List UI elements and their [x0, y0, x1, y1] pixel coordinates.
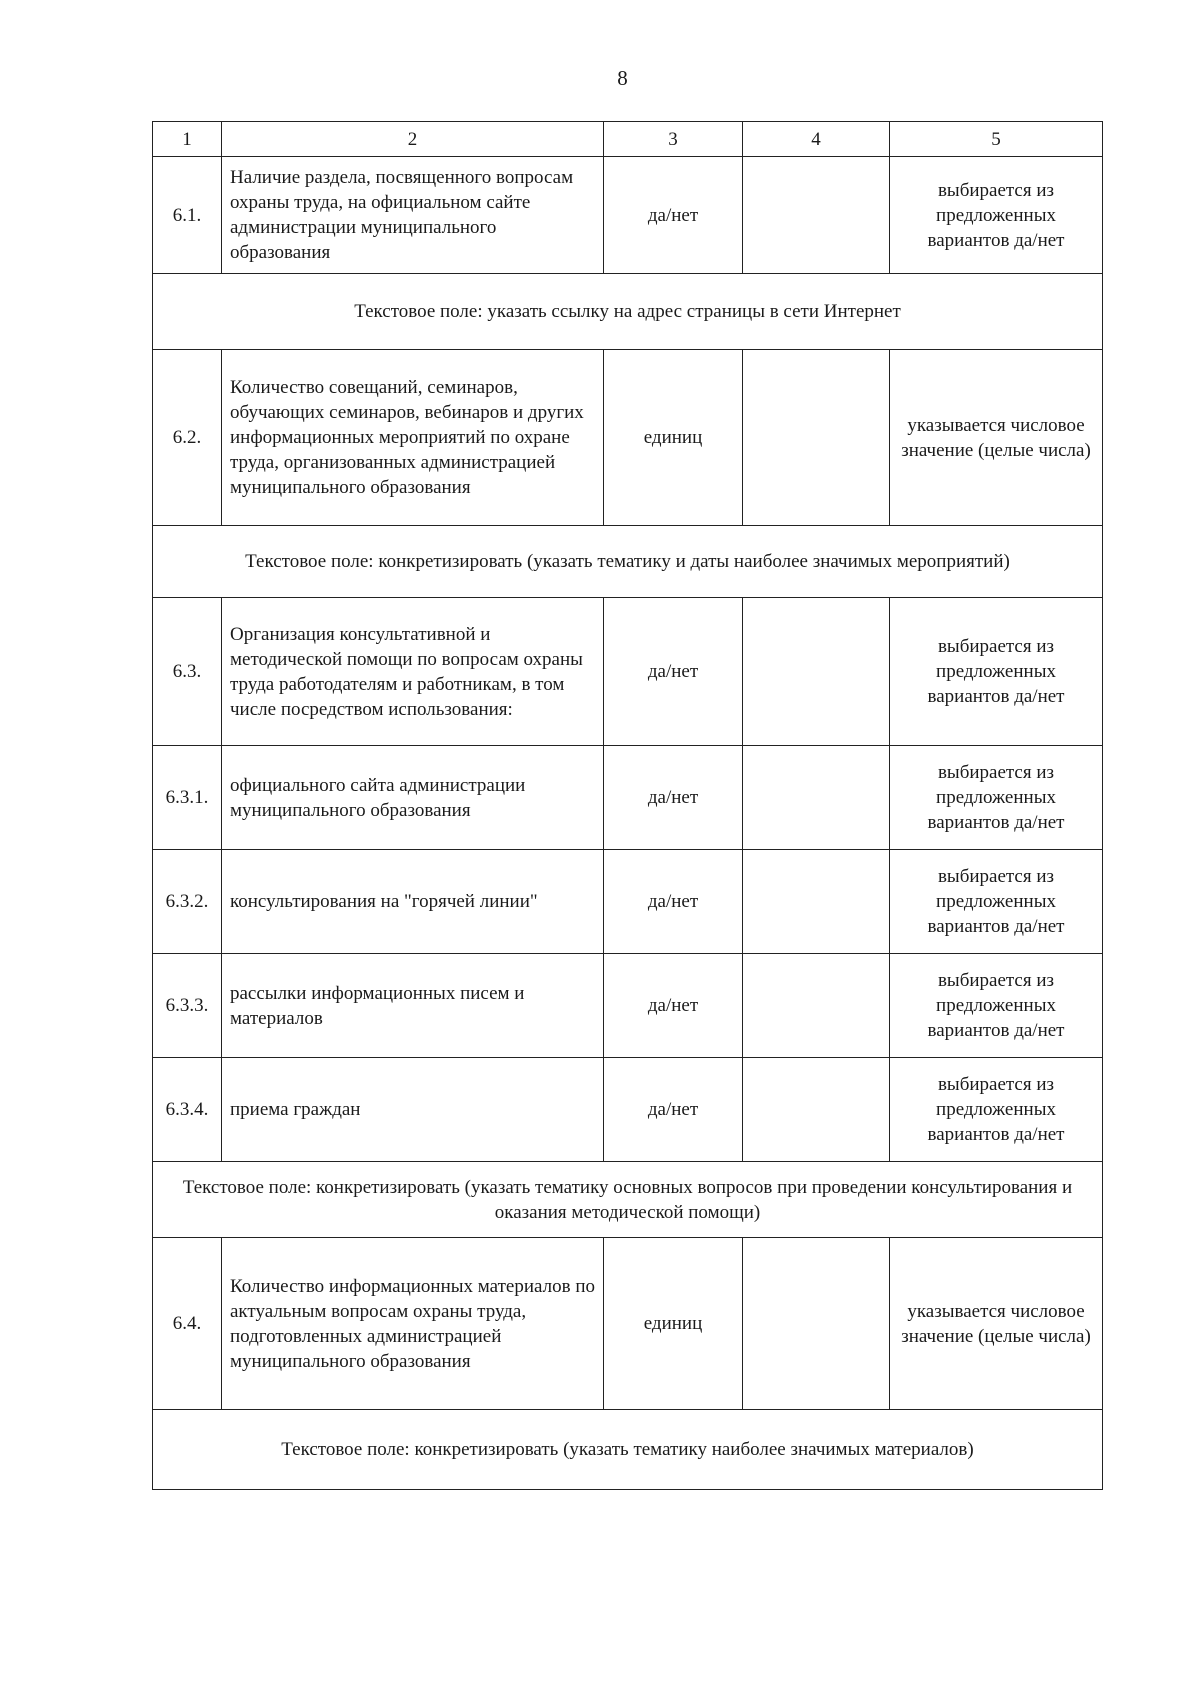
header-cell-5: 5 [890, 122, 1103, 157]
row-value-cell[interactable] [743, 850, 890, 954]
text-field-cell[interactable]: Текстовое поле: конкретизировать (указать тематику основных вопросов при проведении консультирования и оказания методической помощи) [153, 1162, 1103, 1238]
row-number: 6.3.3. [153, 954, 222, 1058]
text-field-row [153, 1162, 1103, 1238]
header-cell-4: 4 [743, 122, 890, 157]
header-cell-2: 2 [222, 122, 604, 157]
row-note: выбирается из предложенных вариантов да/нет [890, 746, 1103, 850]
row-indicator-name: приема граждан [222, 1058, 604, 1162]
table-row [153, 350, 1103, 526]
row-number: 6.4. [153, 1238, 222, 1410]
table-row [153, 157, 1103, 274]
row-value-cell[interactable] [743, 157, 890, 274]
text-field-cell[interactable]: Текстовое поле: указать ссылку на адрес страницы в сети Интернет [153, 274, 1103, 350]
table-row [153, 1238, 1103, 1410]
row-number: 6.3.1. [153, 746, 222, 850]
row-note: выбирается из предложенных вариантов да/нет [890, 850, 1103, 954]
row-note: указывается числовое значение (целые числа) [890, 350, 1103, 526]
row-note: выбирается из предложенных вариантов да/нет [890, 954, 1103, 1058]
row-value-cell[interactable] [743, 598, 890, 746]
row-unit: да/нет [604, 1058, 743, 1162]
table-header-row [153, 122, 1103, 157]
page-number: 8 [617, 66, 628, 90]
row-number: 6.1. [153, 157, 222, 274]
row-note: выбирается из предложенных вариантов да/нет [890, 1058, 1103, 1162]
row-unit: единиц [604, 1238, 743, 1410]
row-unit: да/нет [604, 746, 743, 850]
row-number: 6.3. [153, 598, 222, 746]
row-value-cell[interactable] [743, 954, 890, 1058]
row-indicator-name: Наличие раздела, посвященного вопросам охраны труда, на официальном сайте администрации муниципального образования [222, 157, 604, 274]
row-unit: да/нет [604, 850, 743, 954]
row-value-cell[interactable] [743, 350, 890, 526]
table-row [153, 1058, 1103, 1162]
text-field-cell[interactable]: Текстовое поле: конкретизировать (указать тематику наиболее значимых материалов) [153, 1410, 1103, 1490]
row-value-cell[interactable] [743, 1238, 890, 1410]
row-number: 6.3.2. [153, 850, 222, 954]
text-field-row [153, 1410, 1103, 1490]
row-indicator-name: рассылки информационных писем и материалов [222, 954, 604, 1058]
row-indicator-name: Организация консультативной и методической помощи по вопросам охраны труда работодателям и работникам, в том числе посредством использования: [222, 598, 604, 746]
row-number: 6.2. [153, 350, 222, 526]
row-unit: да/нет [604, 954, 743, 1058]
table-row [153, 850, 1103, 954]
text-field-row [153, 526, 1103, 598]
header-cell-3: 3 [604, 122, 743, 157]
indicator-table [152, 121, 1103, 1490]
row-number: 6.3.4. [153, 1058, 222, 1162]
row-indicator-name: консультирования на "горячей линии" [222, 850, 604, 954]
row-indicator-name: Количество информационных материалов по актуальным вопросам охраны труда, подготовленных администрацией муниципального образования [222, 1238, 604, 1410]
row-unit: единиц [604, 350, 743, 526]
row-note: выбирается из предложенных вариантов да/нет [890, 157, 1103, 274]
text-field-cell[interactable]: Текстовое поле: конкретизировать (указать тематику и даты наиболее значимых мероприятий) [153, 526, 1103, 598]
row-unit: да/нет [604, 157, 743, 274]
row-note: выбирается из предложенных вариантов да/нет [890, 598, 1103, 746]
row-value-cell[interactable] [743, 1058, 890, 1162]
table-row [153, 598, 1103, 746]
row-unit: да/нет [604, 598, 743, 746]
row-indicator-name: официального сайта администрации муниципального образования [222, 746, 604, 850]
row-indicator-name: Количество совещаний, семинаров, обучающих семинаров, вебинаров и других информационных мероприятий по охране труда, организованных администрацией муниципального образования [222, 350, 604, 526]
table-row [153, 746, 1103, 850]
table-row [153, 954, 1103, 1058]
header-cell-1: 1 [153, 122, 222, 157]
row-value-cell[interactable] [743, 746, 890, 850]
text-field-row [153, 274, 1103, 350]
row-note: указывается числовое значение (целые числа) [890, 1238, 1103, 1410]
